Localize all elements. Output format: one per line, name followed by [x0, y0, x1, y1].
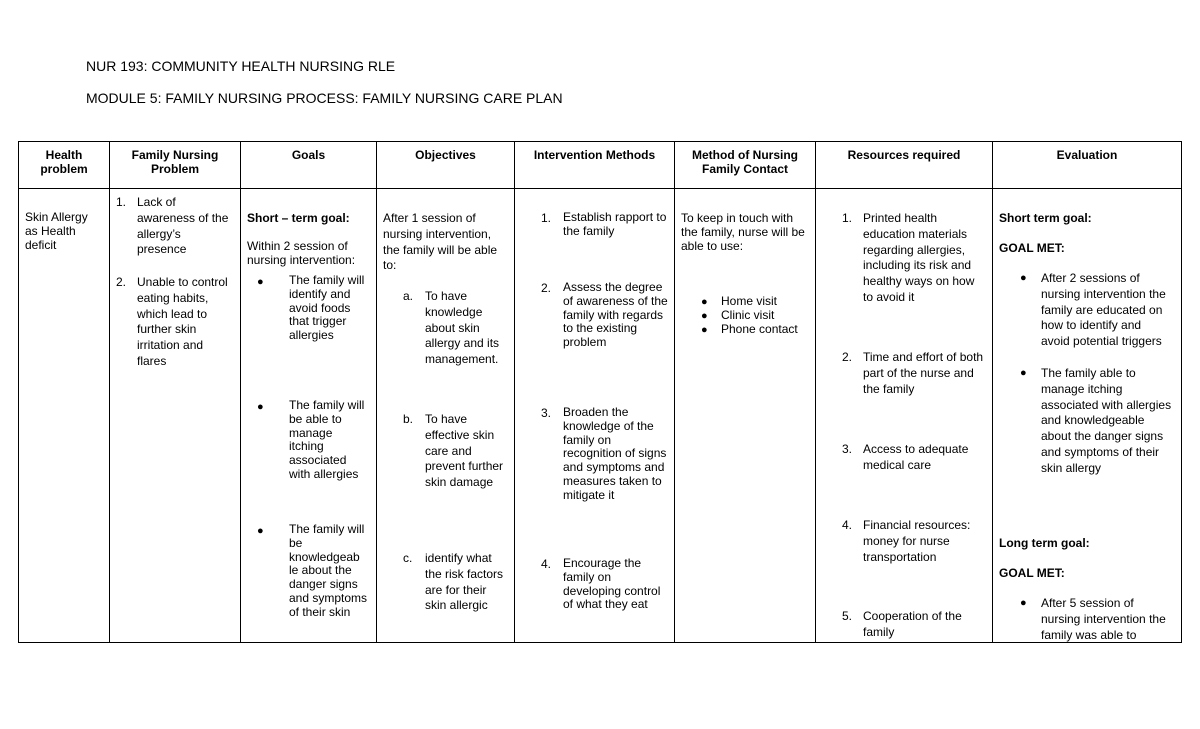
- contact-method-item: Home visit: [721, 294, 778, 308]
- bullet-icon: ●: [1020, 597, 1027, 609]
- bullet-icon: ●: [1020, 272, 1027, 284]
- family-problem-item: Unable to control eating habits, which lead to further skin irritation and flares: [137, 275, 228, 368]
- intervention-item: Establish rapport to the family: [563, 210, 667, 238]
- list-number: 2.: [116, 275, 127, 289]
- resource-item: Access to adequate medical care: [863, 442, 969, 472]
- resources-cell: [816, 189, 993, 643]
- list-number: 1.: [541, 211, 552, 225]
- list-number: 4.: [842, 518, 853, 532]
- objective-item: To have knowledge about skin allergy and its management.: [425, 289, 500, 367]
- evaluation-cell: [993, 189, 1182, 643]
- health-problem-cell: [19, 189, 110, 643]
- list-letter: b.: [403, 412, 414, 426]
- evaluation-item: After 2 sessions of nursing intervention the family are educated on how to identify and avoid potential triggers: [1041, 271, 1166, 349]
- short-term-goal-label: Short – term goal:: [247, 211, 350, 225]
- bullet-icon: ●: [701, 324, 708, 336]
- goal-status: GOAL MET:: [999, 241, 1065, 255]
- objective-item: identify what the risk factors are for their skin allergic: [425, 551, 504, 613]
- column-header: Objectives: [377, 142, 515, 189]
- column-header: Method of Nursing Family Contact: [675, 142, 816, 189]
- contact-method-item: Clinic visit: [721, 308, 775, 322]
- interventions-cell: [515, 189, 675, 643]
- evaluation-item: After 5 session of nursing intervention the family was able to: [1041, 596, 1166, 642]
- table-row: [19, 189, 1182, 643]
- short-term-goal-label: Short term goal:: [999, 211, 1092, 225]
- list-letter: a.: [403, 289, 414, 303]
- objectives-intro: After 1 session of nursing intervention, the family will be able to:: [383, 211, 498, 273]
- list-number: 2.: [842, 350, 853, 364]
- evaluation-item: The family able to manage itching associated with allergies and knowledgeable about the danger signs and symptoms of their skin allergy: [1041, 366, 1172, 475]
- bullet-icon: ●: [257, 401, 264, 413]
- bullet-icon: ●: [257, 525, 264, 537]
- goal-item: The family will be able to manage itching associated with allergies: [289, 398, 365, 481]
- health-problem-text: Skin Allergy as Health deficit: [25, 210, 88, 252]
- goals-intro: Within 2 session of nursing intervention:: [247, 239, 356, 267]
- intervention-item: Assess the degree of awareness of the family with regards to the existing problem: [563, 280, 668, 350]
- list-number: 3.: [842, 442, 853, 456]
- bullet-icon: ●: [701, 310, 708, 322]
- family-problem-item: Lack of awareness of the allergy’s presence: [137, 195, 229, 257]
- goal-item: The family will be knowledgeab le about the danger signs and symptoms of their skin: [289, 522, 368, 619]
- column-header: Goals: [241, 142, 377, 189]
- list-number: 5.: [842, 609, 853, 623]
- list-letter: c.: [403, 551, 413, 565]
- goal-item: The family will identify and avoid foods that trigger allergies: [289, 273, 365, 343]
- column-header: Health problem: [19, 142, 110, 189]
- column-header: Resources required: [816, 142, 993, 189]
- module-title: MODULE 5: FAMILY NURSING PROCESS: FAMILY NURSING CARE PLAN: [86, 90, 563, 106]
- course-title: NUR 193: COMMUNITY HEALTH NURSING RLE: [86, 58, 396, 74]
- table-header-row: [19, 142, 1182, 189]
- resource-item: Time and effort of both part of the nurse and the family: [863, 350, 984, 396]
- resource-item: Printed health education materials regarding allergies, including its risk and healthy ways on how to avoid it: [863, 211, 975, 304]
- list-number: 3.: [541, 406, 552, 420]
- contact-intro: To keep in touch with the family, nurse will be able to use:: [681, 211, 805, 253]
- intervention-item: Encourage the family on developing control of what they eat: [563, 556, 661, 612]
- goal-status: GOAL MET:: [999, 566, 1065, 580]
- column-header: Family Nursing Problem: [110, 142, 241, 189]
- list-number: 4.: [541, 557, 552, 571]
- bullet-icon: ●: [257, 276, 264, 288]
- list-number: 1.: [116, 195, 127, 209]
- intervention-item: Broaden the knowledge of the family on recognition of signs and symptoms and measures taken to mitigate it: [563, 405, 667, 502]
- resource-item: Financial resources: money for nurse transportation: [863, 518, 971, 564]
- list-number: 2.: [541, 281, 552, 295]
- column-header: Intervention Methods: [515, 142, 675, 189]
- list-number: 1.: [842, 211, 853, 225]
- bullet-icon: ●: [1020, 367, 1027, 379]
- goals-cell: [241, 189, 377, 643]
- care-plan-table: [18, 141, 1182, 643]
- family-problem-cell: [110, 189, 241, 643]
- contact-method-cell: [675, 189, 816, 643]
- resource-item: Cooperation of the family: [863, 609, 962, 639]
- objective-item: To have effective skin care and prevent further skin damage: [425, 412, 504, 490]
- objectives-cell: [377, 189, 515, 643]
- long-term-goal-label: Long term goal:: [999, 536, 1090, 550]
- column-header: Evaluation: [993, 142, 1182, 189]
- contact-method-item: Phone contact: [721, 322, 798, 336]
- bullet-icon: ●: [701, 296, 708, 308]
